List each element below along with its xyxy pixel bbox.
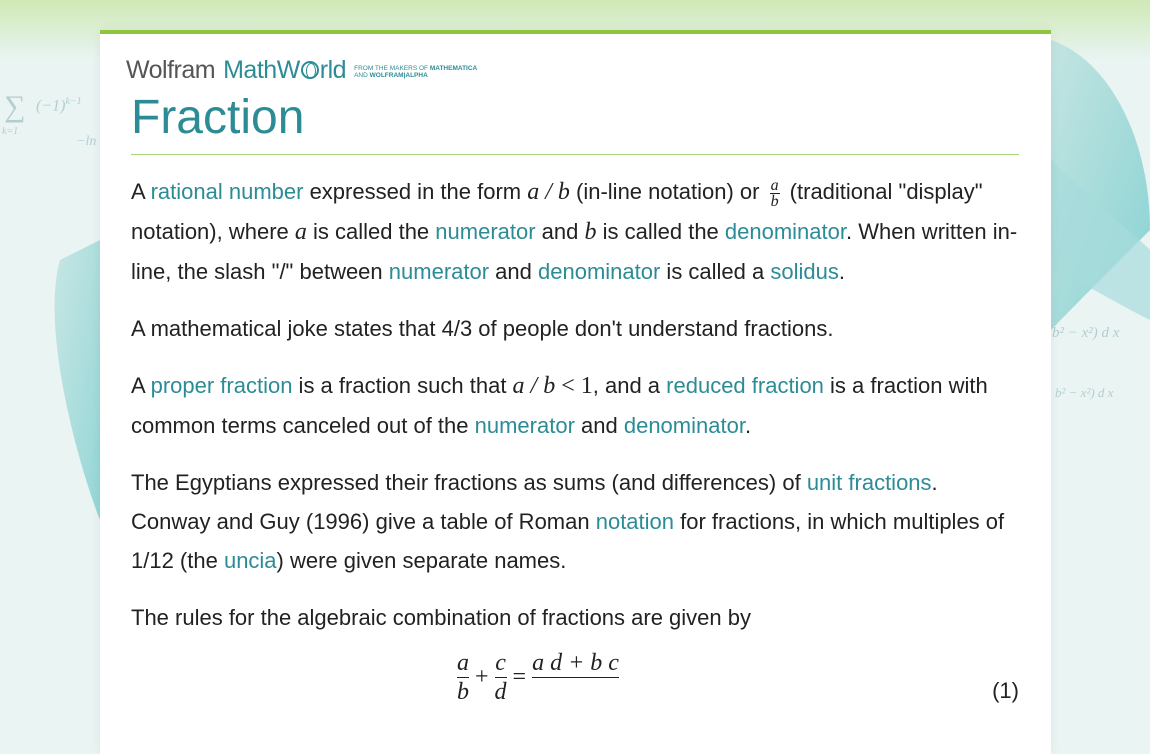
- text: .: [838, 259, 845, 284]
- math-inline: a / b: [527, 179, 570, 205]
- fraction-denominator: b: [770, 192, 779, 210]
- background-sum-symbol: ∑: [4, 90, 26, 123]
- background-side-text: −ln: [76, 134, 97, 149]
- link-denominator[interactable]: denominator: [623, 413, 745, 438]
- background-sum-exp: k−1: [65, 96, 82, 107]
- eq-numerator: a d + b c: [532, 650, 619, 676]
- link-numerator[interactable]: numerator: [474, 413, 575, 438]
- background-sum-term-text: (−1): [36, 97, 66, 115]
- paragraph-joke: A mathematical joke states that 4/3 of people don't understand fractions.: [131, 316, 834, 341]
- eq-fraction-a-b: [457, 649, 469, 706]
- text: (in-line notation) or: [569, 179, 766, 204]
- background-right-dx: d x: [1101, 325, 1120, 341]
- link-reduced-fraction[interactable]: reduced fraction: [666, 373, 824, 398]
- text: is a fraction with common terms canceled out of the: [131, 373, 988, 438]
- text: . When written in-line, the slash "/" between: [131, 219, 1018, 284]
- eq-numerator: c: [495, 650, 506, 676]
- eq-denominator: b: [457, 679, 469, 705]
- text: A: [131, 373, 151, 398]
- page-title: Fraction: [131, 91, 305, 144]
- link-denominator[interactable]: denominator: [724, 219, 846, 244]
- link-numerator[interactable]: numerator: [435, 219, 536, 244]
- site-logo[interactable]: [126, 58, 477, 82]
- tagline-line1-bold: MATHEMATICA: [429, 65, 478, 72]
- background-right-dx-2: d x: [1097, 385, 1114, 400]
- text: is called the: [596, 219, 725, 244]
- eq-denominator: d: [494, 679, 507, 705]
- paragraph-rules: The rules for the algebraic combination of fractions are given by: [131, 605, 751, 630]
- article-body: [131, 172, 1021, 709]
- text: and: [489, 259, 538, 284]
- paragraph-proper-fraction: [131, 366, 1021, 445]
- logo-mathworld-text: [223, 58, 346, 82]
- text: is a fraction such that: [292, 373, 513, 398]
- text: , and a: [592, 373, 667, 398]
- equation-1: [131, 649, 1021, 709]
- tagline-line1: FROM THE MAKERS OF: [354, 65, 429, 72]
- eq-fraction-c-d: [495, 649, 507, 706]
- title-divider: [131, 154, 1019, 155]
- link-notation[interactable]: notation: [595, 509, 675, 534]
- link-solidus[interactable]: solidus: [770, 259, 839, 284]
- background-right-formula: [1052, 325, 1119, 342]
- logo-mathworld-a: MathW: [223, 56, 300, 84]
- text: .: [744, 413, 752, 438]
- eq-plus: +: [475, 664, 489, 690]
- eq-numerator: a: [457, 650, 469, 676]
- background-right-formula-2: [1055, 385, 1113, 401]
- background-right-formula-text: b² − x²): [1052, 325, 1098, 341]
- tagline-line2: AND: [354, 72, 368, 79]
- text: and: [535, 219, 585, 244]
- math-inline: a: [294, 219, 307, 245]
- text: A: [131, 179, 151, 204]
- fraction-numerator: a: [770, 176, 779, 194]
- text: for fractions, in which multiples of 1/12 (the: [131, 509, 1005, 573]
- tagline-line2-bold: WOLFRAM|ALPHA: [369, 72, 428, 79]
- logo-tagline: [354, 65, 477, 79]
- link-denominator[interactable]: denominator: [538, 259, 661, 284]
- background-sum-lower: k=1: [2, 126, 19, 137]
- text: . Conway and Guy (1996) give a table of Roman: [131, 470, 938, 534]
- logo-wolfram-text: Wolfram: [126, 56, 216, 84]
- text: is called a: [660, 259, 771, 284]
- link-proper-fraction[interactable]: proper fraction: [150, 373, 293, 398]
- text: and: [574, 413, 624, 438]
- paragraph-definition: [131, 172, 1021, 291]
- link-numerator[interactable]: numerator: [388, 259, 490, 284]
- background-sum-term: [36, 96, 82, 115]
- link-unit-fractions[interactable]: unit fractions: [806, 470, 932, 495]
- logo-mathworld-b: rld: [319, 56, 347, 84]
- text: ) were given separate names.: [276, 548, 567, 573]
- background-right-formula-2-text: b² − x²): [1055, 385, 1095, 400]
- eq-denominator: [573, 678, 579, 706]
- math-inline: < 1: [555, 373, 593, 399]
- text: is called the: [306, 219, 436, 244]
- eq-equals: =: [512, 664, 527, 690]
- text: expressed in the form: [303, 179, 528, 204]
- eq-fraction-rhs: [532, 649, 619, 706]
- math-display-fraction: [770, 178, 780, 209]
- paragraph-egyptian: [131, 463, 1021, 580]
- math-inline: a / b: [512, 373, 556, 399]
- equation-body: [457, 649, 619, 706]
- text: (traditional "display" notation), where: [131, 179, 983, 244]
- text: The Egyptians expressed their fractions as sums (and differences) of: [131, 470, 807, 495]
- equation-number: (1): [992, 678, 1019, 703]
- link-rational-number[interactable]: rational number: [150, 179, 304, 204]
- article-card: [100, 30, 1051, 754]
- globe-icon: [301, 61, 319, 79]
- link-uncia[interactable]: uncia: [223, 548, 277, 573]
- math-inline: b: [584, 219, 597, 245]
